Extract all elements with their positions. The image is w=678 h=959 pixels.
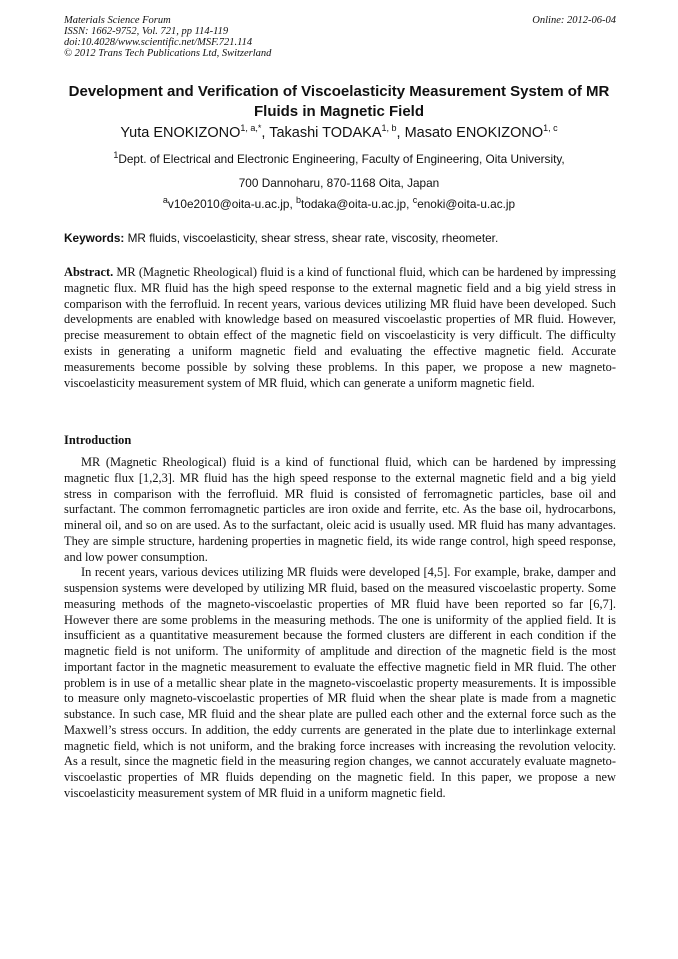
author-name: Takashi TODAKA — [269, 125, 382, 141]
email-address: enoki@oita-u.ac.jp — [417, 197, 516, 211]
online-date: Online: 2012-06-04 — [532, 15, 616, 26]
email-address: todaka@oita-u.ac.jp — [301, 197, 407, 211]
doi-line: doi:10.4028/www.scientific.net/MSF.721.114 — [64, 37, 253, 48]
copyright-line: © 2012 Trans Tech Publications Ltd, Switzerland — [64, 48, 272, 59]
email-address: v10e2010@oita-u.ac.jp — [167, 197, 290, 211]
journal-name: Materials Science Forum — [64, 15, 171, 26]
author-affil-mark: 1, c — [543, 123, 558, 134]
paper-title: Development and Verification of Viscoelasticity Measurement System of MR Fluids in Magnetic Field — [68, 83, 610, 120]
email-separator: , — [289, 197, 296, 211]
keywords-label: Keywords: — [64, 231, 125, 245]
keywords — [64, 231, 616, 245]
section-heading-introduction: Introduction — [64, 433, 132, 447]
author-name: Masato ENOKIZONO — [404, 125, 544, 141]
email-mark: b — [296, 195, 302, 206]
author-affil-mark: 1, a,* — [240, 123, 262, 134]
body-paragraph: In recent years, various devices utilizing MR fluids were developed [4,5]. For example, brake, damper and suspension systems were developed by utilizing MR fluid, based on the measured viscoelastic property. Some measuring methods of the magneto-viscoelastic properties of MR fluid have been reported so far [6,7]. However there are some problems in the measuring methods. The one is uniformity of the applied field. It is insufficient as a quantitative measurement because the formed clusters are different in each condition if the magnetic field is not uniform. The uniformity of amplitude and direction of the magnetic field is the most important factor in the magnetic measurement to evaluate the effective magnetic field in MR fluid. The other problem is in use of a metallic shear plate in the magneto-viscoelastic property measurements. It is impossible to measure only magneto-viscoelastic properties of MR fluid when the shear plate is made from a magnetic substance. In such case, MR fluid and the shear plate are pulled each other and the external force such as the Maxwell’s stress occurs. In addition, the eddy currents are generated in the plate due to interlinkage external magnetic field, which is not uniform, and the braking force increases with increasing the revolution velocity. As a result, since the magnetic field in the measuring region changes, we cannot accurately evaluate magneto-viscoelastic properties of MR fluids depending on the magnetic field. In this paper, we propose a new viscoelasticity measurement system of MR fluid in a uniform magnetic field. — [64, 565, 616, 800]
abstract-text: MR (Magnetic Rheological) fluid is a kind of functional fluid, which can be hardened by impressing magnetic flux. MR fluid has the high speed response to the external magnetic field and a big yield stress in comparison with the ferrofluid. In recent years, various devices utilizing MR fluid have been developed. Such developments are enabled with knowledge based on measured viscoelastic properties of MR fluid. However, precise measurement to obtain effect of the magnetic field on viscoelasticity is very difficult. The difficulty exists in generating a uniform magnetic field and evaluating the effective magnetic field. Accurate measurements become possible by solving these problems. In this paper, we propose a new magneto-viscoelasticity measurement system of MR fluid, which can generate a uniform magnetic field. — [64, 265, 616, 390]
email-mark: c — [412, 195, 418, 206]
introduction-body — [64, 455, 616, 802]
affiliation-line-2: 700 Dannoharu, 870-1168 Oita, Japan — [238, 176, 440, 190]
affiliation-line-1 — [40, 152, 638, 166]
affiliation-mark: 1 — [113, 150, 119, 161]
author-separator: , — [261, 125, 270, 141]
email-list — [40, 197, 638, 211]
author-affil-mark: 1, b — [381, 123, 397, 134]
author-separator: , — [396, 125, 405, 141]
author-list — [40, 124, 638, 142]
email-separator: , — [406, 197, 413, 211]
journal-header — [64, 15, 616, 59]
body-paragraph: MR (Magnetic Rheological) fluid is a kind of functional fluid, which can be hardened by impressing magnetic flux [1,2,3]. MR fluid has the high speed response to the external magnetic field and a big yield stress in comparison with the ferrofluid. MR fluid is consisted of ferromagnetic particles, base oil and surfactant. The common ferromagnetic particles are iron oxide and ferrite, etc. As the base oil, hydrocarbons, mineral oil, and so on are used. As to the surfactant, oleic acid is usually used. MR fluid has many advantages. They are simple structure, hardening properties in magnetic field, its wide range control, high speed response, and low power consumption. — [64, 455, 616, 564]
abstract-label: Abstract. — [64, 265, 114, 279]
affiliation-text: Dept. of Electrical and Electronic Engineering, Faculty of Engineering, Oita University, — [118, 152, 565, 166]
issn-line: ISSN: 1662-9752, Vol. 721, pp 114-119 — [64, 26, 229, 37]
keywords-text: MR fluids, viscoelasticity, shear stress, shear rate, viscosity, rheometer. — [124, 231, 499, 245]
email-mark: a — [162, 195, 168, 206]
author-name: Yuta ENOKIZONO — [120, 125, 241, 141]
abstract — [64, 265, 616, 391]
